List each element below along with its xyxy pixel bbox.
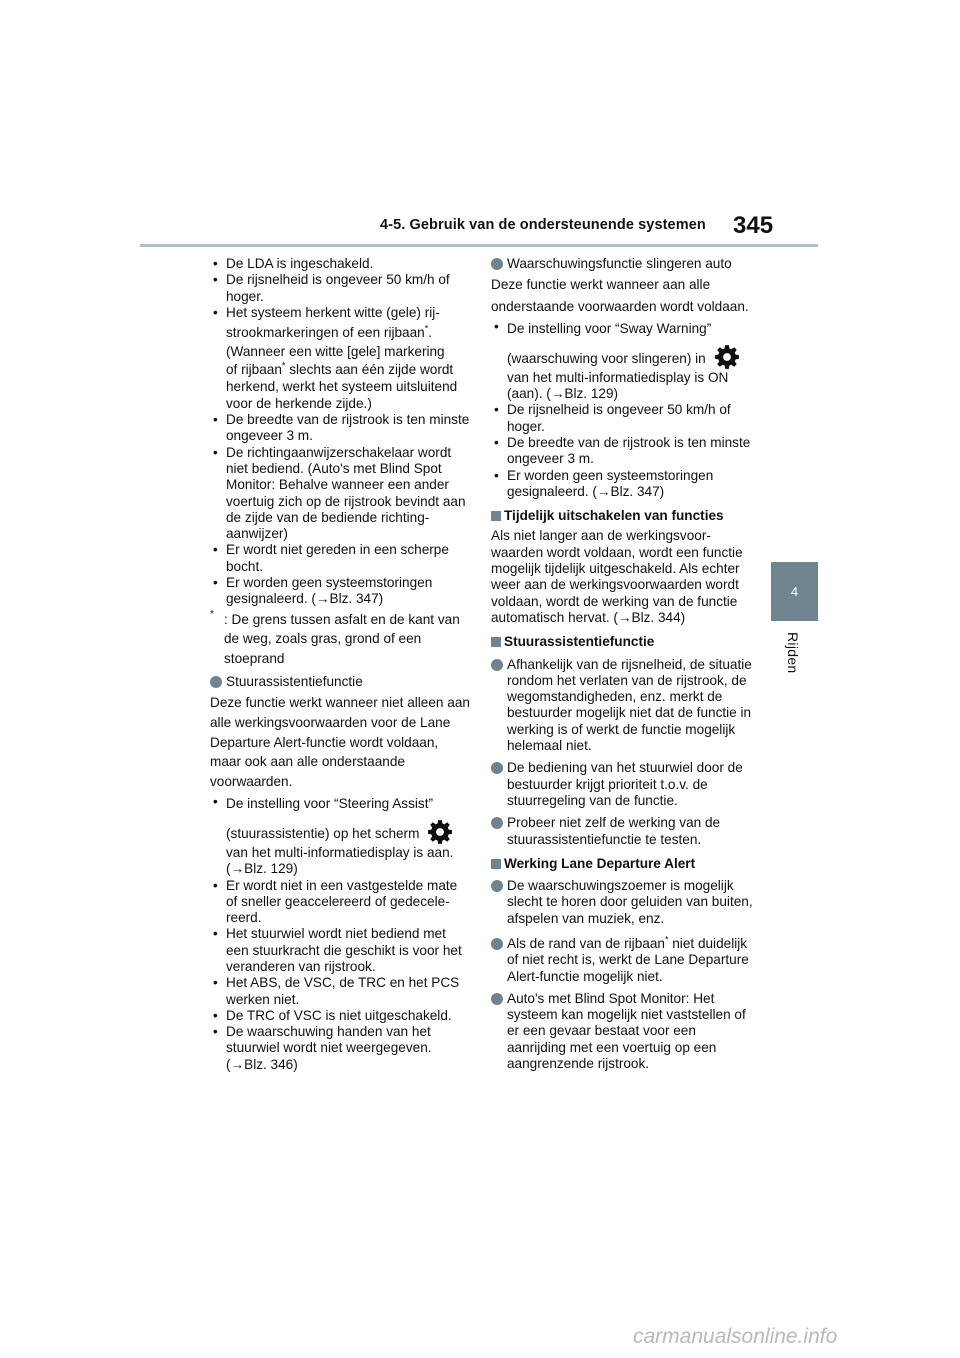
list-item [491, 991, 753, 1072]
list-item [491, 815, 753, 848]
bullet-dot-icon [491, 938, 503, 950]
list-item: • Er wordt niet in een vastgestelde mate of sneller geaccelereerd of gedecelereerd. [210, 878, 472, 927]
list-item: • Er wordt niet gereden in een scherpe bocht. [210, 542, 472, 575]
heading-text: Stuurassistentiefunctie [226, 674, 363, 690]
footnote-marker: * [210, 608, 214, 620]
list-item [491, 936, 753, 985]
chapter-number: 4 [790, 584, 799, 599]
text-run: of rijbaan [226, 361, 282, 377]
left-column [210, 256, 472, 1073]
list-item: • De waarschuwing handen van het stuurwiel wordt niet weergegeven. (→Blz. 346) [210, 1024, 472, 1073]
item-text: Auto's met Blind Spot Monitor: Het systeem kan mogelijk niet vaststellen of er een gevaar bestaat voor een aanrijding met een voertuig op een aangrenzende rijstrook. [507, 990, 746, 1072]
text-line [507, 344, 753, 370]
list-item: • De breedte van de rijstrook is ten minste ongeveer 3 m. [210, 412, 472, 445]
header-rule [140, 244, 818, 247]
footnote [210, 610, 472, 669]
watermark: carmanualsonline.info [633, 1325, 838, 1348]
item-text: De bediening van het stuurwiel door de bestuurder krijgt prioriteit t.o.v. de stuurregeling van de functie. [507, 760, 743, 808]
item-text: Probeer niet zelf de werking van de stuurassistentiefunctie te testen. [507, 815, 721, 847]
footnote-marker: * [664, 934, 669, 945]
bullet-dot-icon [491, 817, 503, 829]
bullet-dot-icon [491, 993, 503, 1005]
bullet-dot-icon [210, 676, 222, 688]
text-line: • De instelling voor “Sway Warning” [507, 321, 712, 337]
item-text: Afhankelijk van de rijsnelheid, de situatie rondom het verlaten van de rijstrook, de wegomstandigheden, enz. merkt de bestuurder mogelijk niet dat de functie in werking is of werkt de functie mogelijk helemaal niet. [507, 656, 752, 754]
square-marker-icon [491, 511, 501, 521]
square-marker-icon [491, 859, 501, 869]
text-run: (stuurassistentie) op het scherm [226, 825, 420, 841]
page-number: 345 [733, 212, 774, 239]
text-line: van het multi-informatiedisplay is aan. (→Blz. 129) [226, 844, 454, 877]
chapter-tab [771, 562, 818, 621]
text-line [226, 819, 472, 845]
list-item: • Het ABS, de VSC, de TRC en het PCS werken niet. [210, 975, 472, 1008]
paragraph: Deze functie werkt wanneer niet alleen aan alle werkingsvoorwaarden voor de Lane Departure Alert-functie wordt voldaan, maar ook aan alle onderstaande voorwaarden. [210, 695, 470, 789]
list-item: • Het stuurwiel wordt niet bediend met een stuurkracht die geschikt is voor het veranderen van rijstrook. [210, 926, 472, 975]
paragraph: Als niet langer aan de werkingsvoorwaarden wordt voldaan, wordt een functie mogelijk tijdelijk uitgeschakeld. Als echter weer aan de werkingsvoorwaarden wordt voldaan, wordt de werking van de functie automatisch hervat. (→Blz. 344) [491, 528, 743, 625]
heading-text: Tijdelijk uitschakelen van functies [504, 508, 724, 524]
list-item: • De rijsnelheid is ongeveer 50 km/h of hoger. [491, 402, 753, 435]
item-text: Als de rand van de rijbaan [507, 936, 665, 951]
footnote-marker: * [424, 323, 429, 334]
list-item [491, 760, 753, 809]
chapter-label: Rijden [785, 632, 801, 674]
text-line: • De instelling voor “Steering Assist” [226, 796, 434, 812]
text-run: Het systeem herkent witte (gele) rij- [226, 304, 440, 320]
bullet-dot-icon [491, 258, 503, 270]
text-line [226, 323, 472, 343]
paragraph: Deze functie werkt wanneer aan alle onderstaande voorwaarden wordt voldaan. [491, 277, 749, 314]
list-item: • De rijsnelheid is ongeveer 50 km/h of hoger. [210, 272, 472, 305]
text-run: slechts aan één zijde wordt herkend, werkt het systeem uitsluitend voor de herkende zijde.) [226, 361, 458, 411]
gear-icon [714, 344, 740, 370]
right-column [491, 256, 753, 1072]
gear-icon [427, 819, 453, 845]
list-item: • De breedte van de rijstrook is ten minste ongeveer 3 m. [491, 435, 753, 468]
subsection-heading [491, 508, 753, 524]
list-item: • De LDA is ingeschakeld. [210, 256, 472, 272]
footnote-marker: * [281, 360, 286, 371]
list-item [210, 794, 472, 877]
list-item: • Er worden geen systeemstoringen gesignaleerd. (→Blz. 347) [491, 468, 753, 501]
list-item [491, 657, 753, 755]
text-run: (waarschuwing voor slingeren) in [507, 350, 706, 366]
subsection-heading [491, 634, 753, 650]
text-line: (Wanneer een witte [gele] markering [226, 343, 445, 359]
list-item [491, 319, 753, 402]
section-heading [491, 256, 753, 272]
list-item: • De richtingaanwijzerschakelaar wordt niet bediend. (Auto's met Blind Spot Monitor: Behalve wanneer een ander voertuig zich op de rijstrook bevindt aan de zijde van de bediende richtingaanwijzer) [210, 445, 472, 543]
item-text: niet duidelijk of niet recht is, werkt de Lane Departure Alert-functie mogelijk niet. [507, 936, 749, 984]
heading-text: Waarschuwingsfunctie slingeren auto [507, 256, 732, 271]
list-item: • Er worden geen systeemstoringen gesignaleerd. (→Blz. 347) [210, 575, 472, 608]
list-item [491, 878, 753, 927]
heading-text: Werking Lane Departure Alert [504, 855, 696, 871]
item-text: De waarschuwingszoemer is mogelijk slecht te horen door geluiden van buiten, afspelen van muziek, enz. [507, 878, 753, 926]
section-heading [210, 674, 472, 690]
list-item [210, 305, 472, 412]
bullet-dot-icon [491, 659, 503, 671]
list-item: • De TRC of VSC is niet uitgeschakeld. [210, 1008, 472, 1024]
text-run: strookmarkeringen of een rijbaan [226, 325, 425, 341]
bullet-dot-icon [491, 880, 503, 892]
square-marker-icon [491, 637, 501, 647]
footnote-text: : De grens tussen asfalt en de kant van de weg, zoals gras, grond of een stoeprand [224, 611, 460, 666]
text-line: van het multi-informatiedisplay is ON (aan). (→Blz. 129) [507, 369, 729, 402]
header-title: 4-5. Gebruik van de ondersteunende systemen [380, 217, 706, 233]
text-line [226, 362, 285, 377]
subsection-heading [491, 856, 753, 872]
text-run: . [428, 325, 433, 341]
heading-text: Stuurassistentiefunctie [504, 634, 655, 650]
bullet-dot-icon [491, 762, 503, 774]
